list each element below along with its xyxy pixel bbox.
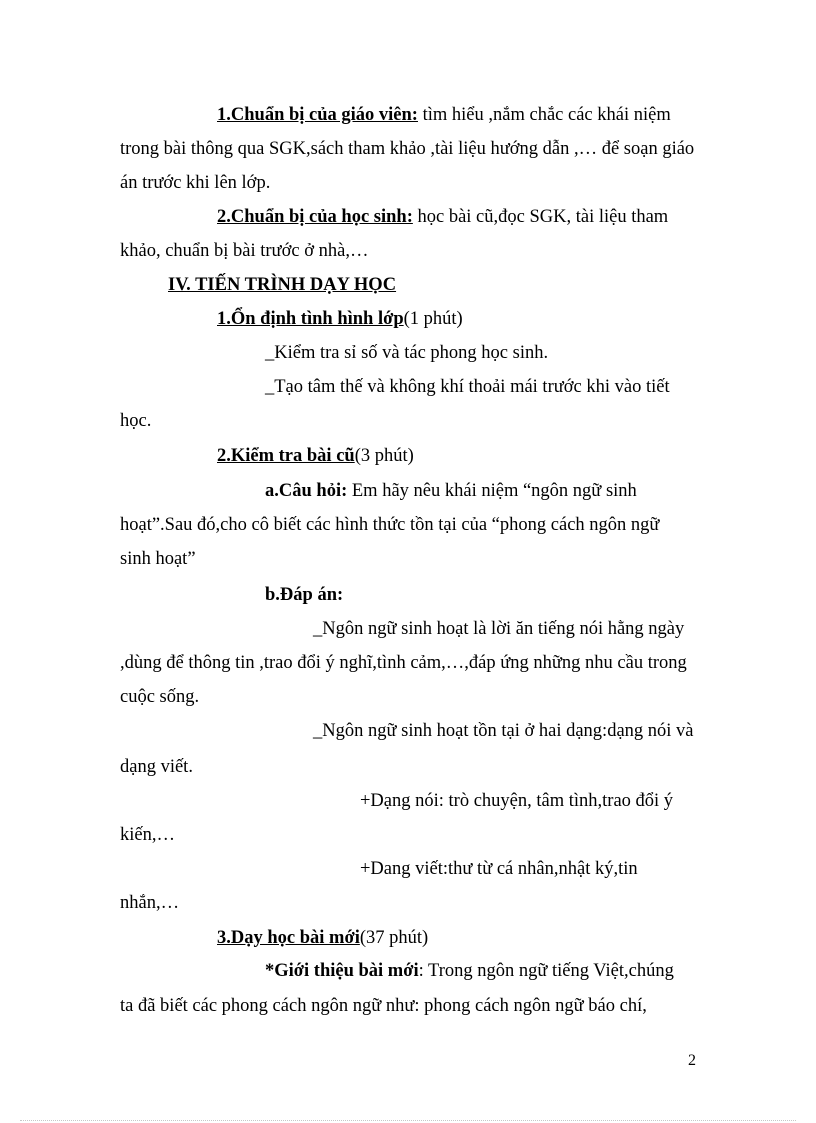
answer-4-line-2: nhắn,… (120, 893, 180, 913)
teacher-prep-heading: 1.Chuẩn bị của giáo viên: (217, 105, 418, 125)
question-label: a.Câu hỏi: (265, 481, 348, 501)
intro-line-1 (265, 960, 674, 982)
answer-2-line-2: dạng viết. (120, 757, 193, 777)
teacher-prep-text: tìm hiểu ,nắm chắc các khái niệm (417, 105, 671, 125)
step3-heading-line (217, 927, 428, 949)
intro-line-2: ta đã biết các phong cách ngôn ngữ như: phong cách ngôn ngữ báo chí, (120, 996, 647, 1016)
answer-1-line-3: cuộc sống. (120, 687, 200, 707)
answer-2-line-1: _Ngôn ngữ sinh hoạt tồn tại ở hai dạng:dạng nói và (313, 721, 694, 741)
student-prep-line-2: khảo, chuẩn bị bài trước ở nhà,… (120, 241, 369, 261)
teacher-prep-line-2: trong bài thông qua SGK,sách tham khảo ,tài liệu hướng dẫn ,… để soạn giáo (120, 139, 695, 159)
step1-heading-line (217, 308, 463, 330)
student-prep-text: học bài cũ,đọc SGK, tài liệu tham (412, 207, 669, 227)
question-line-2: hoạt”.Sau đó,cho cô biết các hình thức tồn tại của “phong cách ngôn ngữ (120, 515, 660, 535)
answer-label: b.Đáp án: (265, 585, 344, 605)
answer-1-line-1: _Ngôn ngữ sinh hoạt là lời ăn tiếng nói hằng ngày (313, 619, 685, 639)
answer-4-line-1: +Dang viết:thư từ cá nhân,nhật ký,tin (360, 859, 638, 879)
teacher-prep-line-3: án trước khi lên lớp. (120, 173, 271, 193)
answer-3-line-1: +Dạng nói: trò chuyện, tâm tình,trao đổi ý (360, 791, 674, 811)
step1-item-2-line-2: học. (120, 411, 152, 431)
step2-time: (3 phút) (354, 446, 414, 466)
page-number: 2 (688, 1052, 696, 1069)
answer-1-line-2: ,dùng để thông tin ,trao đổi ý nghĩ,tình cảm,…,đáp ứng những nhu cầu trong (120, 653, 687, 673)
step1-time: (1 phút) (403, 309, 463, 329)
step3-heading: 3.Dạy học bài mới (217, 928, 360, 948)
student-prep-line-1 (217, 206, 668, 228)
page-bottom-divider (20, 1120, 796, 1121)
step1-item-1: _Kiểm tra sỉ số và tác phong học sinh. (265, 343, 549, 363)
step2-heading: 2.Kiểm tra bài cũ (217, 446, 355, 466)
step2-heading-line (217, 445, 414, 467)
intro-text: : Trong ngôn ngữ tiếng Việt,chúng (418, 961, 674, 981)
student-prep-heading: 2.Chuẩn bị của học sinh: (217, 207, 413, 227)
step1-heading: 1.Ổn định tình hình lớp (217, 309, 404, 329)
section-iv-title: IV. TIẾN TRÌNH DẠY HỌC (168, 275, 397, 295)
question-line-3: sinh hoạt” (120, 549, 196, 569)
question-line-1 (265, 480, 637, 502)
intro-label: *Giới thiệu bài mới (265, 961, 419, 981)
teacher-prep-line-1 (217, 104, 671, 126)
step1-item-2-line-1: _Tạo tâm thế và không khí thoải mái trước khi vào tiết (265, 377, 670, 397)
answer-3-line-2: kiến,… (120, 825, 175, 845)
step3-time: (37 phút) (359, 928, 429, 948)
question-text: Em hãy nêu khái niệm “ngôn ngữ sinh (347, 481, 637, 501)
